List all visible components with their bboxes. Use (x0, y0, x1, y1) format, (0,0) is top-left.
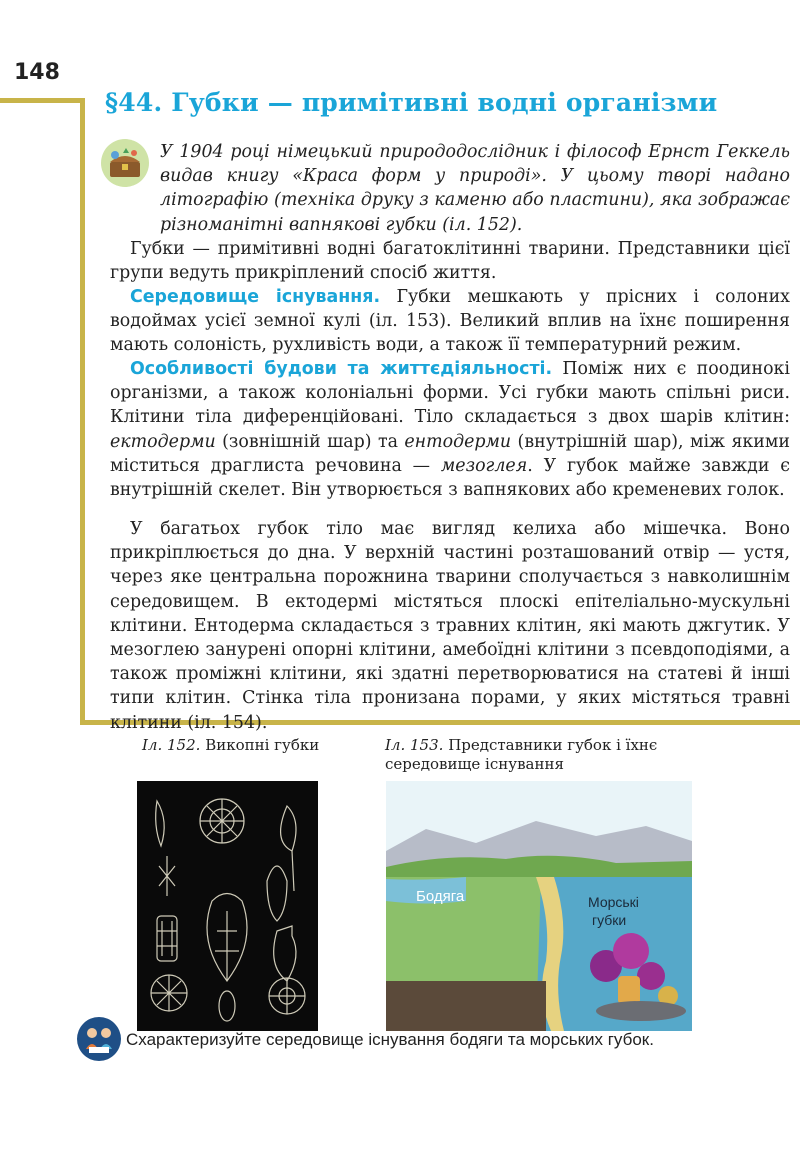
structure-text-a: Поміж них є поодинокі організми, а також колоніальні форми. Усі губки мають спільні риси. Клітини тіла диференційовані. Тіло складається з двох шарів клітин: (110, 359, 790, 428)
figure-152-fossil-sponges-image (137, 781, 318, 1031)
heading-habitat: Середовище існування. (130, 287, 381, 307)
term-endoderm: ентодерми (404, 431, 512, 452)
page-number: 148 (14, 60, 60, 85)
paragraph-body-shape: У багатьох губок тіло має вигляд келиха або мішечка. Воно прикріплюється до дна. У верхній частині розташований отвір — устя, через яке центральна порожнина тварини сполучається з навколишнім середовищем. В ектодермі містяться плоскі епітеліально-мускульні клітини. Ентодерма складається з травних клітин, які мають джгутик. У мезоглею занурені опорні клітини, амебоїдні клітини з псевдоподіями, а також проміжні клітини, які здатні перетворюватися на статеві й інші типи клітин. Стінка тіла пронизана порами, у яких містяться травні клітини (іл. 154). (110, 519, 790, 733)
paragraph-habitat (110, 285, 790, 358)
students-reading-icon (76, 1016, 122, 1062)
figure-153-text: Представники губок і їхнє середовище існування (385, 736, 658, 773)
section-title: §44. Губки — примітивні водні організми (105, 88, 718, 117)
structure-text-b: (зовнішній шар) та (215, 431, 405, 452)
label-marine-sponges-line2: губки (592, 912, 627, 928)
intro-paragraph: У 1904 році німецький природодослідник і філософ Ернст Геккель видав книгу «Краса форм у природі». У цьому творі надано літографію (техніка друку з каменю або пластини), яка зображає різноманітні вапнякові губки (іл. 152). (160, 142, 790, 235)
figure-152-text: Викопні губки (200, 736, 320, 754)
term-mesoglea: мезоглея (440, 455, 528, 476)
frame-top-rule (0, 98, 80, 103)
heading-structure: Особливості будови та життєдіяльності. (130, 359, 553, 379)
paragraph-structure (110, 357, 790, 502)
structure-text-d: . У губок майже завжди є внутрішній скелет. Він утворюється з вапнякових або кременевих голок. (110, 455, 790, 501)
structure-text-c: (внутрішній шар), між якими міститься драглиста речовина — (110, 431, 790, 476)
term-ectoderm: ектодерми (110, 431, 216, 452)
figure-153-caption (385, 736, 685, 774)
frame-left-rule (80, 98, 85, 725)
label-marine-sponges-line1: Морські (588, 894, 639, 910)
task-question: Схарактеризуйте середовище існування бодяги та морських губок. (126, 1030, 654, 1049)
figure-153-habitat-image (386, 781, 692, 1031)
habitat-text: Губки мешкають у прісних і солоних водоймах усієї земної кулі (іл. 153). Великий вплив на їхнє поширення мають солоність, рухливість води, а також її температурний режим. (110, 287, 790, 356)
figure-152-caption (142, 736, 319, 755)
paragraph-definition: Губки — примітивні водні багатоклітинні тварини. Представники цієї групи ведуть прикріплений спосіб життя. (110, 239, 790, 284)
figure-152-label: Іл. 152. (142, 736, 201, 754)
figure-153-label: Іл. 153. (385, 736, 444, 754)
label-freshwater-sponge: Бодяга (416, 888, 465, 905)
treasure-chest-icon (100, 138, 150, 188)
